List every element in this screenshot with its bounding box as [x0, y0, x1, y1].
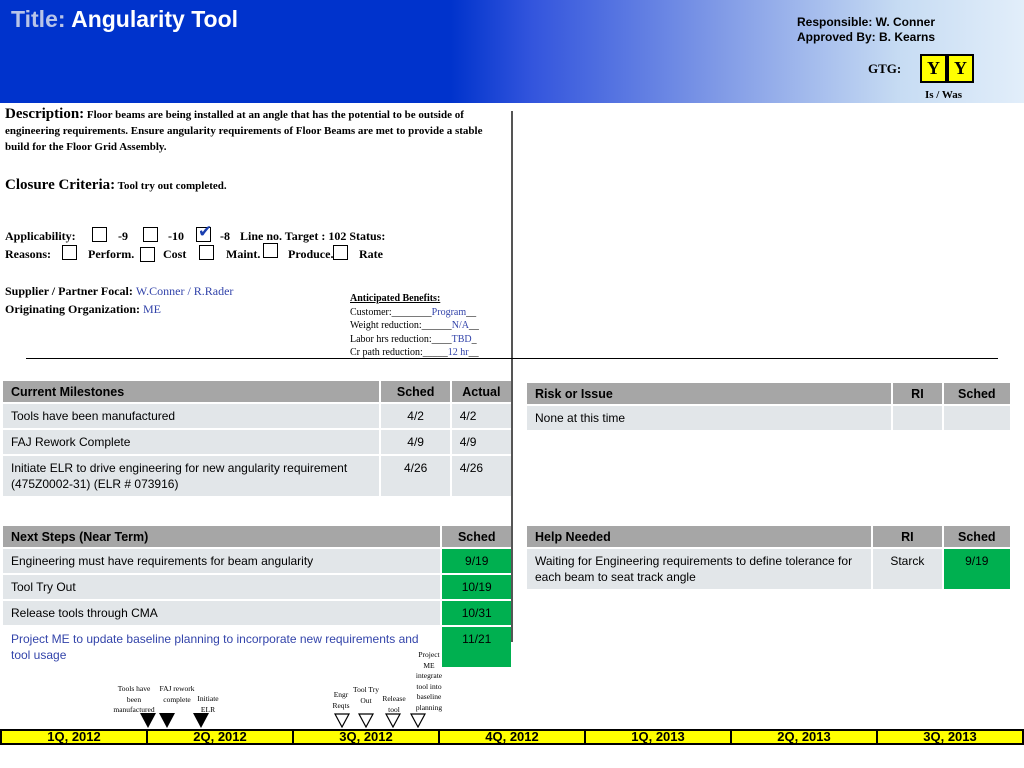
help-col-title: Help Needed — [527, 526, 871, 547]
table-row — [3, 575, 511, 599]
risk-table — [525, 381, 1012, 432]
risk-col-title: Risk or Issue — [527, 383, 891, 404]
timeline-label-release-tool: Release tool — [382, 694, 406, 714]
title-text: Angularity Tool — [71, 6, 239, 32]
benefit-crpath-value: 12 hr — [447, 347, 469, 359]
horizontal-divider — [26, 358, 998, 359]
next-steps-header-row — [3, 526, 511, 547]
originating-org — [5, 302, 161, 317]
milestone-open-marker — [334, 713, 350, 728]
timeline-label-engr-reqts: Engr Reqts — [332, 690, 350, 710]
reason-produce: Produce. — [288, 247, 334, 261]
milestone-name: Initiate ELR to drive engineering for new angularity requirement (475Z0002-31) (ELR # 073916) — [3, 456, 379, 496]
risk-header-row — [527, 383, 1010, 404]
benefit-customer-value: Program — [431, 306, 467, 318]
benefits-heading: Anticipated Benefits: — [350, 293, 441, 304]
milestone-complete-marker — [159, 713, 175, 728]
reason-checkbox-maint[interactable] — [199, 245, 214, 260]
reason-checkbox-cost[interactable] — [140, 247, 155, 262]
milestone-sched: 4/26 — [381, 456, 449, 496]
table-row — [527, 549, 1010, 589]
milestone-sched: 4/9 — [381, 430, 449, 454]
timeline-label-initiate-elr: Initiate ELR — [197, 694, 219, 714]
description — [5, 106, 505, 155]
applicability-label: Applicability: — [5, 229, 76, 243]
next-step-name: Project ME to update baseline planning to incorporate new requirements and tool usage — [3, 627, 440, 667]
benefit-crpath-label: Cr path reduction:_____ — [350, 347, 448, 359]
timeline-label-project-me: Project ME integrate tool into baseline planning — [415, 650, 443, 712]
timeline-quarter: 1Q, 2012 — [2, 731, 148, 743]
applicability-checkbox-8[interactable] — [196, 227, 211, 242]
applicability-opt-8: -8 — [220, 229, 230, 243]
milestone-open-marker — [358, 713, 374, 728]
table-row — [3, 456, 511, 496]
gtg-was-badge: Y — [947, 54, 974, 83]
next-step-sched: 10/19 — [442, 575, 511, 599]
org-value: ME — [143, 302, 161, 316]
reason-perform: Perform. — [88, 247, 135, 261]
description-text: Floor beams are being installed at an angle that has the potential to be outside of engineering requirements. Ensure angularity requirements of Floor Beams are met to provide a stable build for the Floor Grid Assembly. — [5, 109, 483, 153]
next-steps-col-title: Next Steps (Near Term) — [3, 526, 440, 547]
title-label: Title: — [11, 6, 66, 32]
timeline-quarter: 4Q, 2012 — [440, 731, 586, 743]
risk-sched — [944, 406, 1010, 430]
reasons-label: Reasons: — [5, 247, 52, 261]
description-label: Description: — [5, 106, 85, 122]
responsibility-block — [797, 15, 935, 45]
benefit-labor-label: Labor hrs reduction:____ — [350, 333, 452, 345]
table-row — [3, 601, 511, 625]
milestone-open-marker — [385, 713, 401, 728]
milestone-sched: 4/2 — [381, 404, 449, 428]
supplier-label: Supplier / Partner Focal: — [5, 284, 133, 298]
line-target-status: Line no. Target : 102 Status: — [240, 229, 386, 243]
next-step-sched: 10/31 — [442, 601, 511, 625]
table-row — [527, 406, 1010, 430]
milestone-actual: 4/26 — [452, 456, 511, 496]
help-name: Waiting for Engineering requirements to define tolerance for each beam to seat track angle — [527, 549, 871, 589]
timeline-label-faj-rework: FAJ rework complete — [159, 684, 195, 704]
benefit-weight-label: Weight reduction:______ — [350, 320, 452, 332]
help-col-sched: Sched — [944, 526, 1010, 547]
next-step-sched: 9/19 — [442, 549, 511, 573]
closure-label: Closure Criteria: — [5, 177, 116, 193]
milestone-actual: 4/2 — [452, 404, 511, 428]
risk-col-ri: RI — [893, 383, 941, 404]
milestones-col-title: Current Milestones — [3, 381, 379, 402]
milestones-table — [1, 379, 513, 498]
next-steps-col-sched: Sched — [442, 526, 511, 547]
milestones-col-actual: Actual — [452, 381, 511, 402]
applicability-opt-9: -9 — [118, 229, 128, 243]
benefit-customer-label: Customer:________ — [350, 306, 432, 318]
benefit-weight-value: N/A — [451, 320, 469, 332]
anticipated-benefits: Anticipated Benefits: Customer:________Program__ Weight reduction:______N/A__ Labor hrs reduction:____TBD_ Cr path reduction:_____12 hr__ — [350, 293, 479, 359]
gtg-label: GTG: — [868, 61, 902, 76]
timeline-quarter: 1Q, 2013 — [586, 731, 732, 743]
table-row — [3, 430, 511, 454]
closure-criteria — [5, 177, 227, 194]
milestones-header-row — [3, 381, 511, 402]
milestone-name: FAJ Rework Complete — [3, 430, 379, 454]
reason-rate: Rate — [359, 247, 383, 261]
reason-checkbox-produce[interactable] — [263, 243, 278, 258]
table-row — [3, 549, 511, 573]
next-step-name: Tool Try Out — [3, 575, 440, 599]
closure-text: Tool try out completed. — [117, 180, 227, 192]
help-table — [525, 524, 1012, 591]
timeline-quarter: 2Q, 2013 — [732, 731, 878, 743]
supplier-value: W.Conner / R.Rader — [135, 284, 234, 298]
reason-maint: Maint. — [226, 247, 261, 261]
applicability-checkbox-10[interactable] — [143, 227, 158, 242]
risk-name: None at this time — [527, 406, 891, 430]
help-header-row — [527, 526, 1010, 547]
table-row — [3, 404, 511, 428]
next-step-name: Engineering must have requirements for beam angularity — [3, 549, 440, 573]
responsible-text: Responsible: W. Conner — [797, 15, 936, 29]
milestone-complete-marker — [140, 713, 156, 728]
timeline-quarter: 3Q, 2013 — [923, 729, 977, 744]
reason-checkbox-rate[interactable] — [333, 245, 348, 260]
milestone-open-marker — [410, 713, 426, 728]
approved-text: Approved By: B. Kearns — [797, 30, 936, 44]
risk-col-sched: Sched — [944, 383, 1010, 404]
milestones-col-sched: Sched — [381, 381, 449, 402]
timeline-label-tool-try-out: Tool Try Out — [353, 685, 379, 705]
reason-checkbox-perform[interactable] — [62, 245, 77, 260]
help-col-ri: RI — [873, 526, 941, 547]
help-sched: 9/19 — [944, 549, 1010, 589]
benefit-labor-value: TBD — [451, 333, 472, 345]
page-title — [11, 6, 238, 33]
timeline-bar — [0, 729, 1024, 745]
next-step-name: Release tools through CMA — [3, 601, 440, 625]
next-steps-table — [1, 524, 513, 669]
milestone-complete-marker — [193, 713, 209, 728]
is-was-label: Is / Was — [925, 89, 963, 101]
supplier-focal — [5, 284, 233, 299]
timeline-quarter: 3Q, 2012 — [294, 731, 440, 743]
reason-cost: Cost — [163, 247, 187, 261]
applicability-opt-10: -10 — [168, 229, 184, 243]
milestone-actual: 4/9 — [452, 430, 511, 454]
org-label: Originating Organization: — [5, 302, 140, 316]
applicability-checkbox-9[interactable] — [92, 227, 107, 242]
timeline-label-tools-manufactured: Tools have been manufactured — [113, 684, 155, 714]
help-ri: Starck — [873, 549, 941, 589]
risk-ri — [893, 406, 941, 430]
next-step-sched: 11/21 — [442, 627, 511, 667]
timeline-quarter: 2Q, 2012 — [148, 731, 294, 743]
milestone-name: Tools have been manufactured — [3, 404, 379, 428]
gtg-is-badge: Y — [920, 54, 947, 83]
